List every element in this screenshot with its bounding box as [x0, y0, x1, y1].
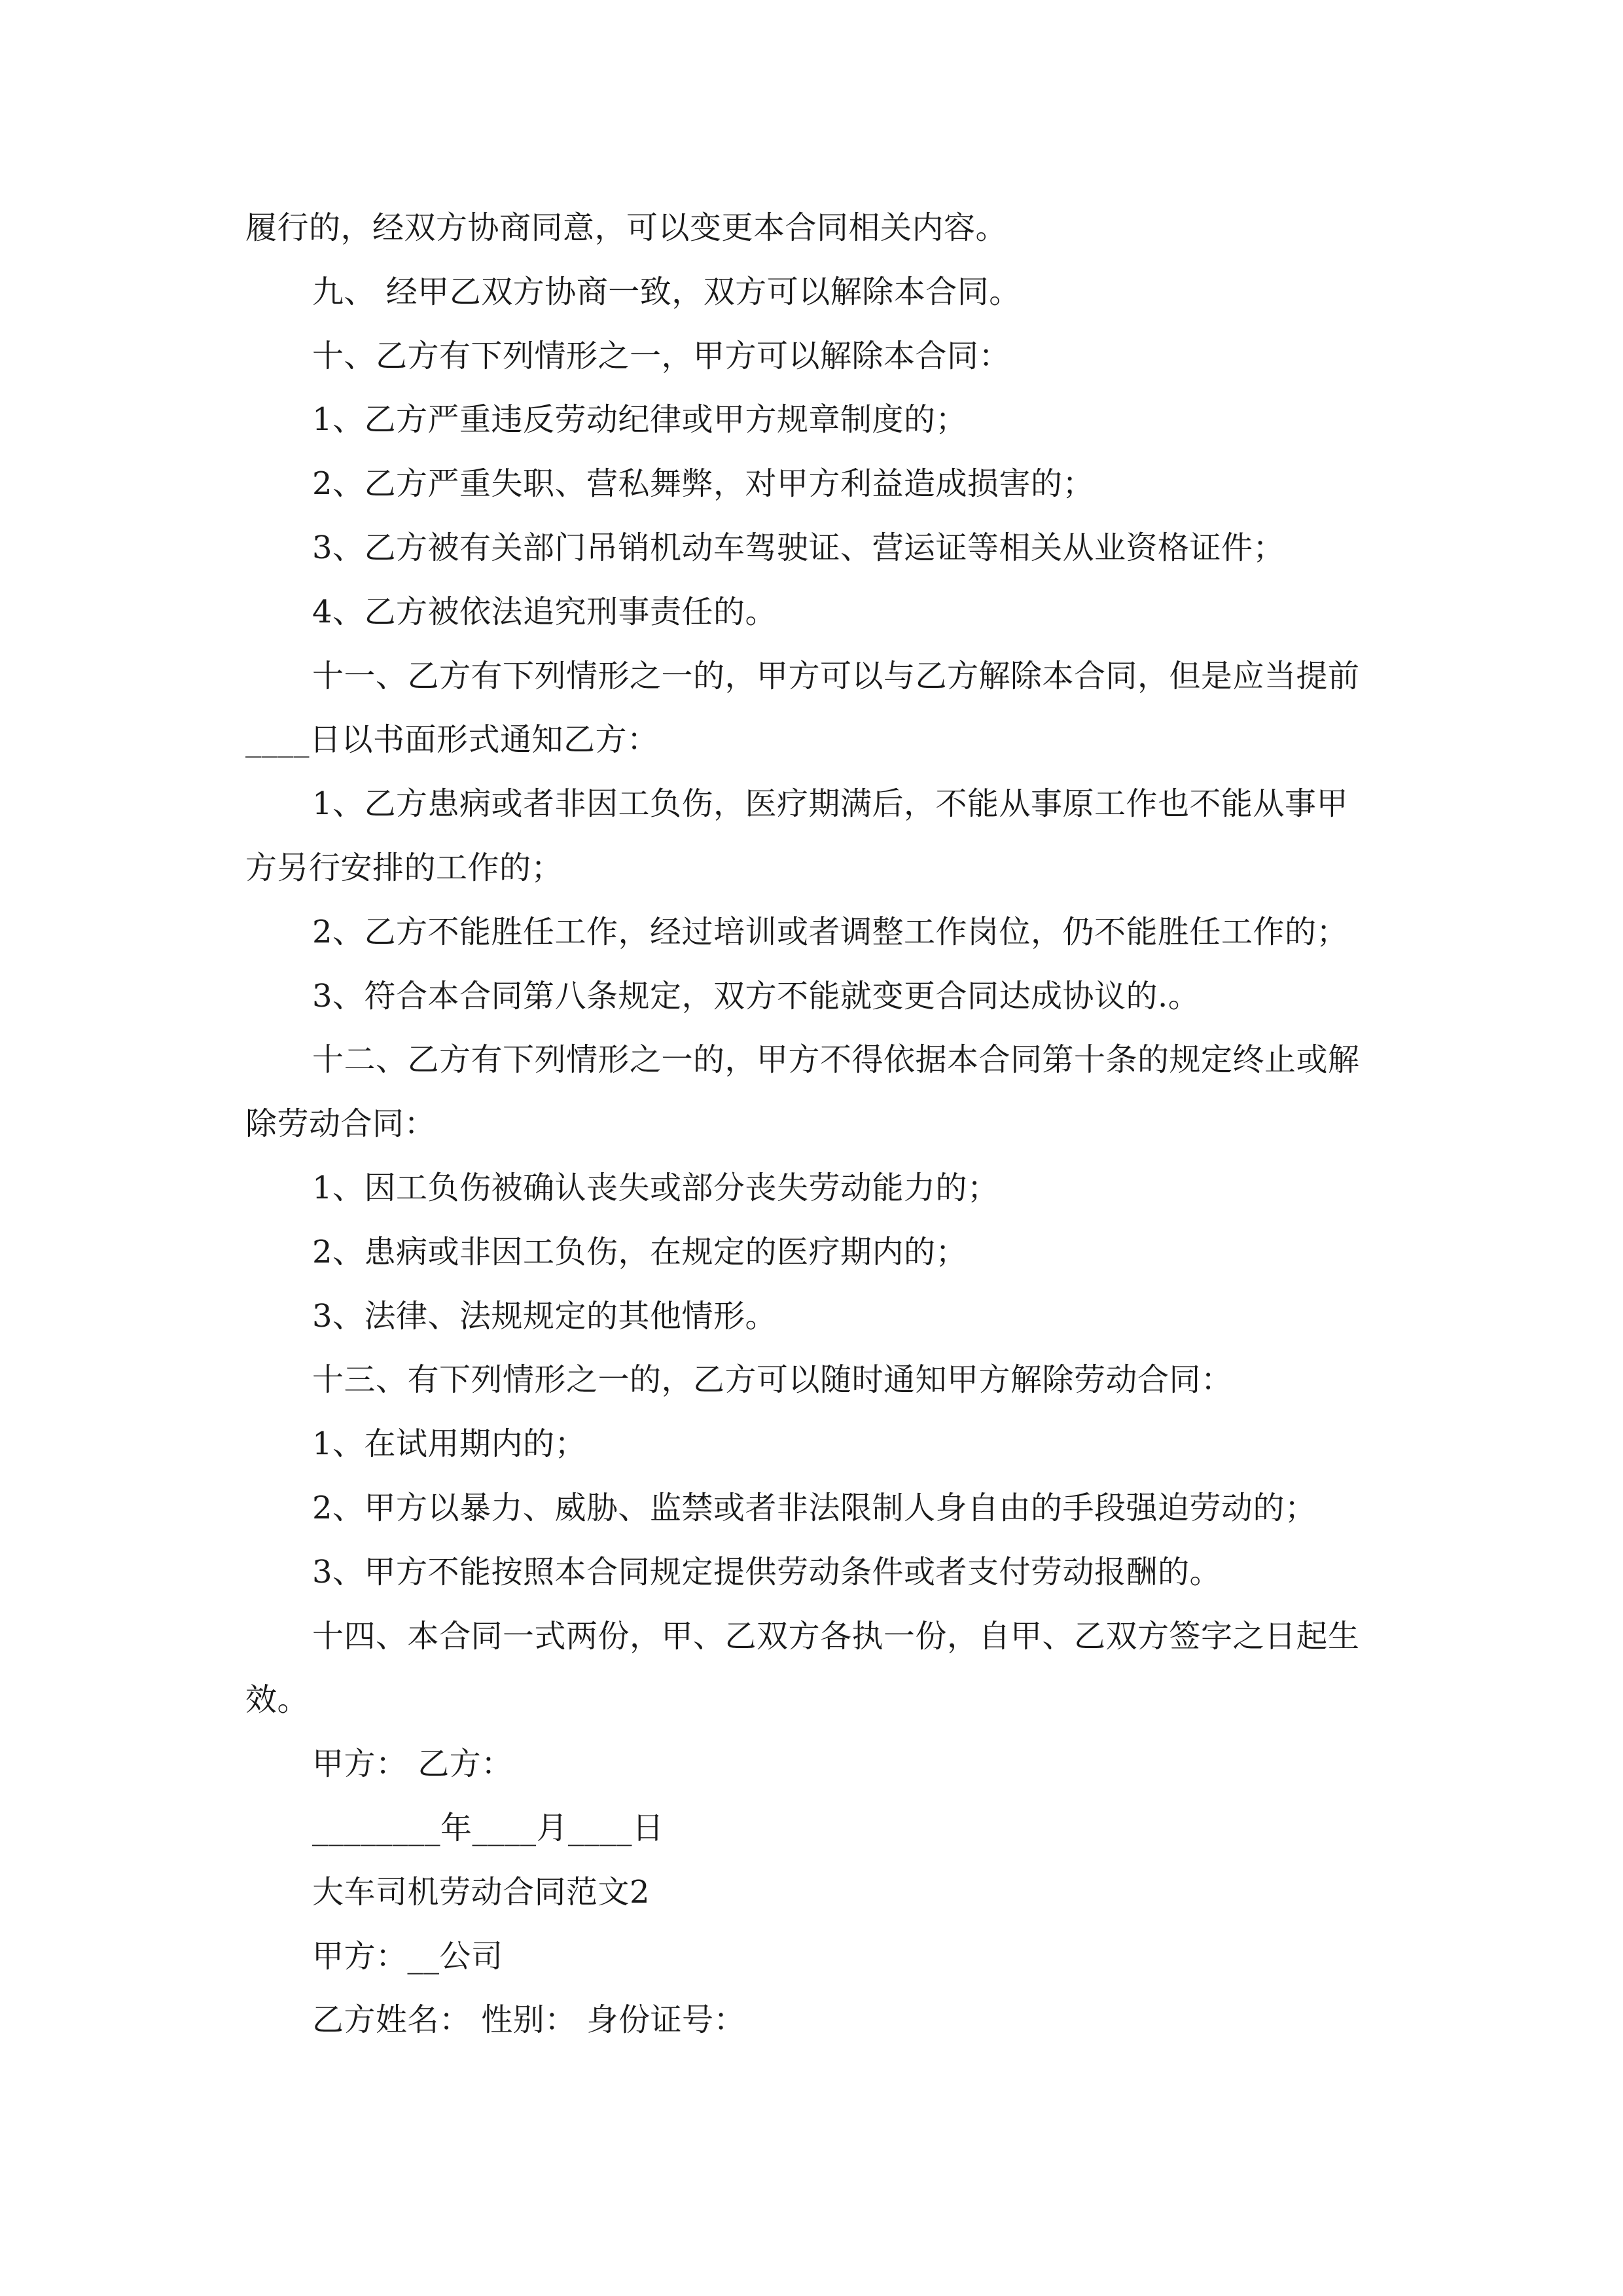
text-line: 3、法律、法规规定的其他情形。	[312, 1297, 777, 1335]
text-line: 效。	[245, 1681, 310, 1719]
text-line: 除劳动合同：	[245, 1105, 437, 1143]
text-line: 九、 经甲乙双方协商一致，双方可以解除本合同。	[312, 273, 1021, 310]
text-line: 2、乙方严重失职、营私舞弊，对甲方利益造成损害的；	[312, 465, 1095, 503]
text-line: 方另行安排的工作的；	[245, 849, 563, 886]
text-line: 十二、乙方有下列情形之一的，甲方不得依据本合同第十条的规定终止或解	[312, 1041, 1360, 1079]
text-line: 1、乙方严重违反劳动纪律或甲方规章制度的；	[312, 401, 968, 439]
date-line: ________年____月____日	[312, 1809, 664, 1846]
text-line: 1、因工负伤被确认丧失或部分丧失劳动能力的；	[312, 1169, 999, 1206]
text-line: 履行的，经双方协商同意，可以变更本合同相关内容。	[245, 209, 1008, 246]
text-line: 1、乙方患病或者非因工负伤，医疗期满后，不能从事原工作也不能从事甲	[312, 785, 1349, 823]
document-body	[245, 196, 1384, 2053]
text-line: 3、符合本合同第八条规定，双方不能就变更合同达成协议的.。	[312, 977, 1200, 1014]
text-line: 甲方：__公司	[312, 1937, 503, 1975]
text-line: 4、乙方被依法追究刑事责任的。	[312, 593, 777, 630]
text-line: 3、乙方被有关部门吊销机动车驾驶证、营运证等相关从业资格证件；	[312, 529, 1285, 566]
text-line: 十一、乙方有下列情形之一的，甲方可以与乙方解除本合同，但是应当提前	[312, 657, 1360, 694]
signature-line: 甲方： 乙方：	[312, 1746, 513, 1783]
text-line: ____日以书面形式通知乙方：	[245, 721, 659, 759]
text-line: 十三、有下列情形之一的，乙方可以随时通知甲方解除劳动合同：	[312, 1361, 1233, 1399]
text-line: 1、在试用期内的；	[312, 1426, 587, 1463]
section-title: 大车司机劳动合同范文2	[312, 1873, 651, 1910]
text-line: 2、甲方以暴力、威胁、监禁或者非法限制人身自由的手段强迫劳动的；	[312, 1489, 1317, 1526]
text-line: 3、甲方不能按照本合同规定提供劳动条件或者支付劳动报酬的。	[312, 1553, 1222, 1590]
text-line: 十、乙方有下列情形之一，甲方可以解除本合同：	[312, 337, 1011, 374]
text-line: 乙方姓名： 性别： 身份证号：	[312, 2001, 746, 2039]
text-line: 十四、本合同一式两份，甲、乙双方各执一份，自甲、乙双方签字之日起生	[312, 1617, 1360, 1655]
text-line: 2、乙方不能胜任工作，经过培训或者调整工作岗位，仍不能胜任工作的；	[312, 913, 1349, 950]
text-line: 2、患病或非因工负伤，在规定的医疗期内的；	[312, 1233, 968, 1270]
